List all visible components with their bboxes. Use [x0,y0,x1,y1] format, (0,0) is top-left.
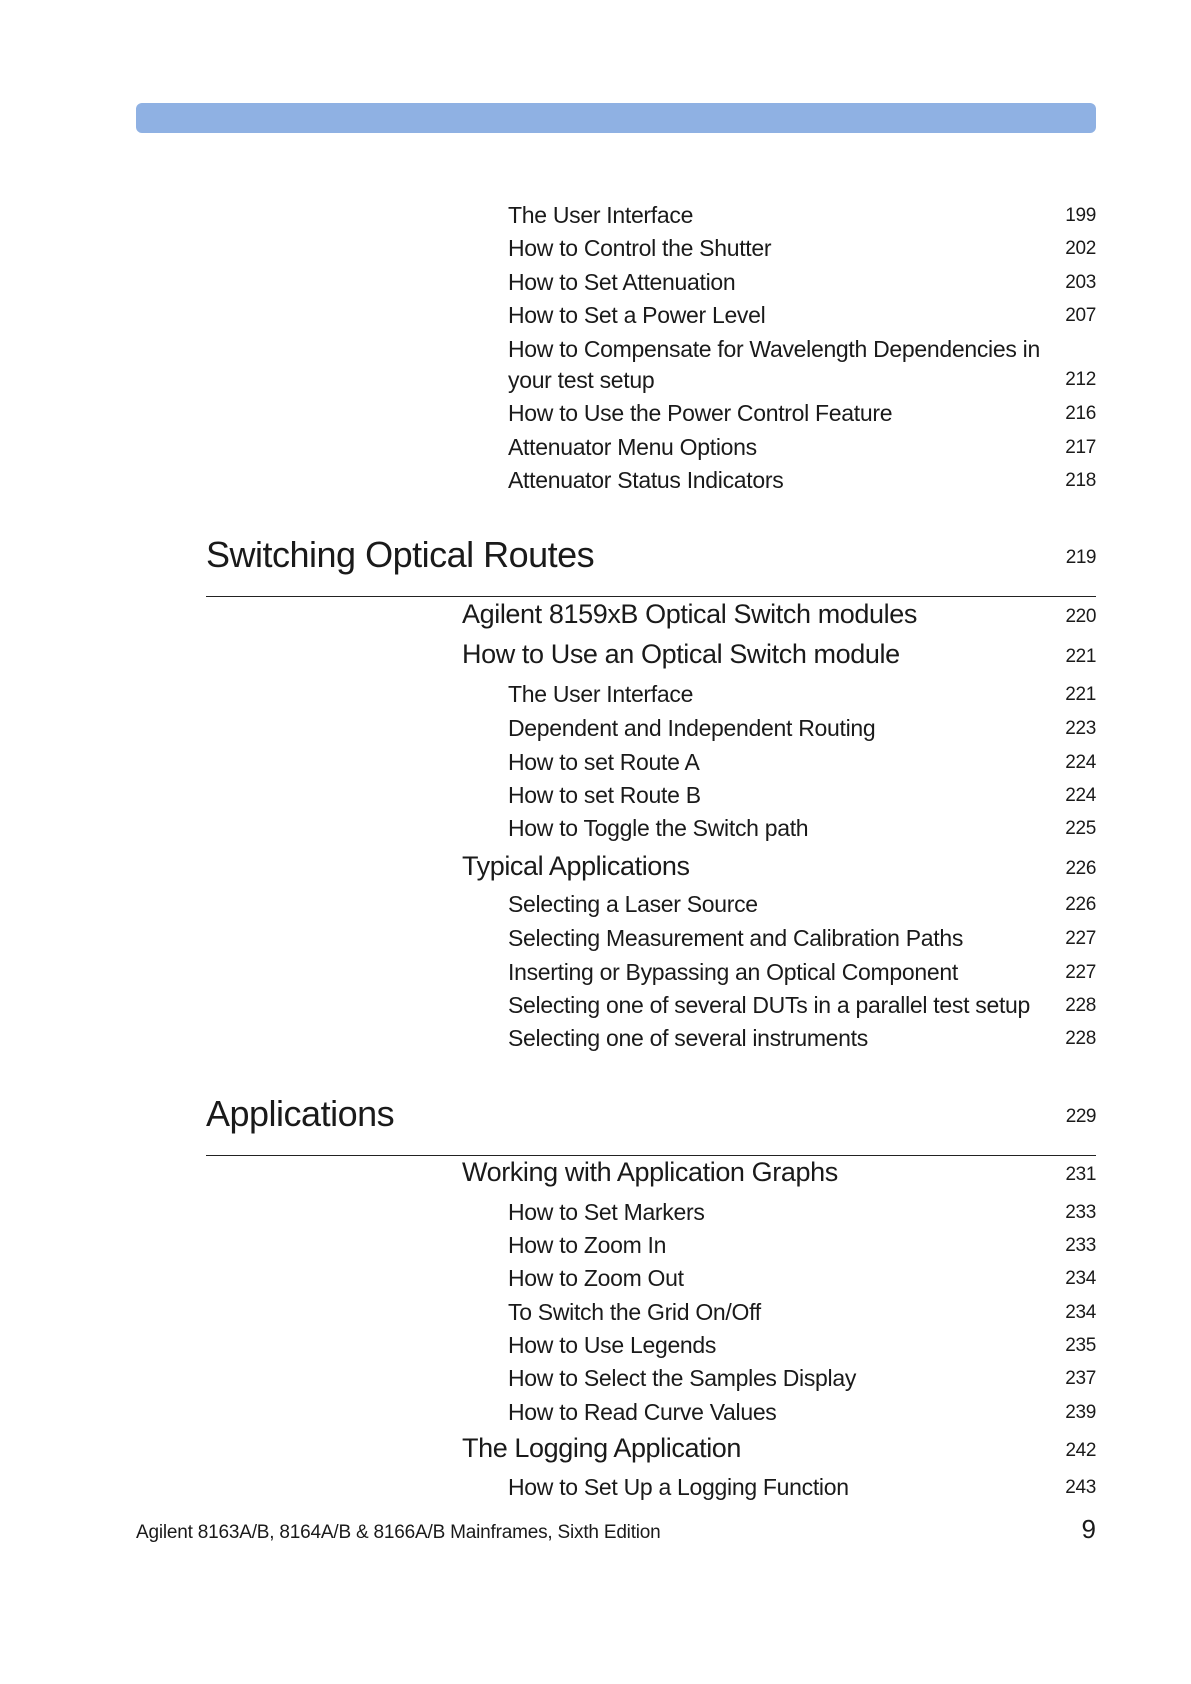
toc-entry-page: 228 [1065,995,1096,1016]
chapter-title: Switching Optical Routes [206,534,595,575]
toc-entry-page: 203 [1065,272,1096,293]
chapter-heading-switching-optical-routes[interactable] [206,534,1096,597]
toc-entry-title: How to Zoom In [508,1232,667,1258]
toc-entry-title: Selecting Measurement and Calibration Paths [508,925,964,951]
toc-entry-page: 226 [1065,894,1096,915]
toc-entry-title: How to Set a Power Level [508,302,766,328]
toc-entry-page: 227 [1065,962,1096,983]
header-bar [136,103,1096,133]
toc-entry-title: How to Set Attenuation [508,269,736,295]
toc-entry-title: The User Interface [508,202,694,228]
toc-entry-page: 221 [1065,684,1096,705]
toc-entry-page: 199 [1065,205,1096,226]
toc-entry-page: 227 [1065,928,1096,949]
footer-text: Agilent 8163A/B, 8164A/B & 8166A/B Mainframes, Sixth Edition [136,1522,661,1543]
toc-entry-page: 218 [1065,470,1096,491]
toc-entry-title: Agilent 8159xB Optical Switch modules [462,599,917,629]
toc-entry-title: How to Use an Optical Switch module [462,639,900,669]
toc-entry-title: How to set Route B [508,782,701,808]
toc-entry-page: 223 [1065,718,1096,739]
toc-entry-page: 242 [1065,1440,1096,1461]
toc-entry-title: Selecting a Laser Source [508,891,758,917]
toc-entry-page: 237 [1065,1368,1096,1389]
toc-entry-page: 225 [1065,818,1096,839]
toc-entry-page: 202 [1065,238,1096,259]
toc-entry-page: 221 [1065,646,1096,667]
toc-entry-title: How to Control the Shutter [508,235,772,261]
toc-entry-title: How to Set Up a Logging Function [508,1474,849,1500]
toc-entry-title: Attenuator Menu Options [508,434,757,460]
toc-entry-title: Dependent and Independent Routing [508,715,876,741]
toc-entry-page: 234 [1065,1302,1096,1323]
footer-page-number: 9 [1081,1514,1096,1544]
toc-entry-title: How to Toggle the Switch path [508,815,809,841]
toc-entry-title: Inserting or Bypassing an Optical Component [508,959,958,985]
toc-entry-page: 235 [1065,1335,1096,1356]
toc-entry-page: 224 [1065,785,1096,806]
toc-entry-page: 220 [1065,606,1096,627]
toc-entry-title: How to Select the Samples Display [508,1365,857,1391]
toc-entry-title: How to Use the Power Control Feature [508,400,893,426]
toc-entry-title: Selecting one of several instruments [508,1025,868,1051]
toc-entry-page: 234 [1065,1268,1096,1289]
toc-entry-page: 224 [1065,752,1096,773]
toc-entry-page: 217 [1065,437,1096,458]
toc-entry-title: How to Use Legends [508,1332,717,1358]
toc-entry-page: 233 [1065,1235,1096,1256]
toc-entry-page: 216 [1065,403,1096,424]
chapter-page: 229 [1065,1106,1096,1127]
chapter-heading-applications[interactable] [206,1093,1096,1156]
toc-entry-title: How to Read Curve Values [508,1399,777,1425]
toc-entry-page: 226 [1065,858,1096,879]
toc-entry-page: 212 [1065,369,1096,390]
toc-entry[interactable] [508,334,1096,398]
toc-entry-title: Typical Applications [462,851,690,881]
toc-entry-title: How to Set Markers [508,1199,705,1225]
toc-entry-page: 243 [1065,1477,1096,1498]
toc-entry-title: Attenuator Status Indicators [508,467,784,493]
toc-entry-page: 207 [1065,305,1096,326]
toc-entry-page: 231 [1065,1164,1096,1185]
toc-entry-page: 228 [1065,1028,1096,1049]
toc-entry-title: The Logging Application [462,1433,742,1463]
toc-entry-title: How to Zoom Out [508,1265,684,1291]
toc-entry-title: To Switch the Grid On/Off [508,1299,761,1325]
toc-entry-title: Selecting one of several DUTs in a parallel test setup [508,992,1031,1018]
toc-entry-page: 239 [1065,1402,1096,1423]
toc-entry-title: How to set Route A [508,749,700,775]
toc-entry-title: The User Interface [508,681,694,707]
chapter-title: Applications [206,1093,395,1134]
toc-entry-title: How to Compensate for Wavelength Dependencies in your test setup [508,336,1040,393]
chapter-page: 219 [1065,547,1096,568]
toc-entry-page: 233 [1065,1202,1096,1223]
toc-entry-title: Working with Application Graphs [462,1157,838,1187]
